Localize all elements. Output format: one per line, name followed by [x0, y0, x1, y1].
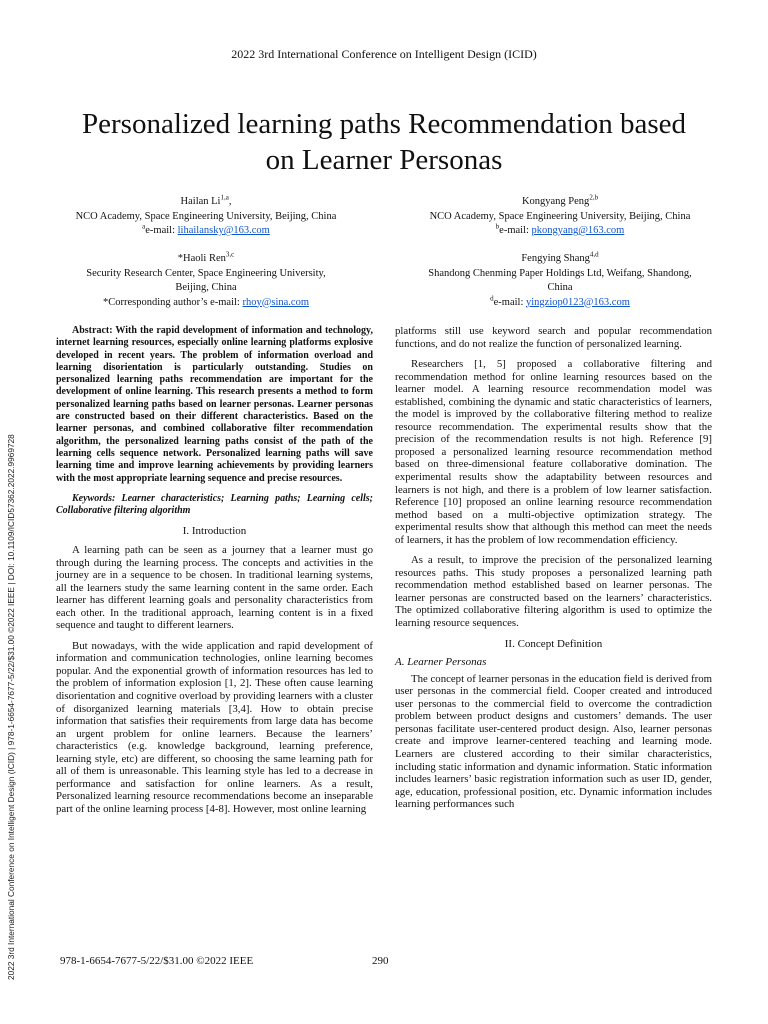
- email-link[interactable]: rhoy@sina.com: [242, 296, 310, 308]
- author-name-suffix: ,: [228, 196, 232, 207]
- email-link[interactable]: lihailansky@163.com: [177, 225, 270, 236]
- author-sup: 1,a: [220, 193, 229, 202]
- side-doi-text: 2022 3rd International Conference on Intelligent Design (ICID) | 978-1-6654-7677-5/22/$31.00 ©2022 IEEE | DOI: 10.1109/ICID57362.2022.9969728: [6, 434, 16, 980]
- author-affiliation: China: [547, 282, 573, 293]
- email-label: e-mail:: [499, 225, 532, 236]
- author-block-1: [50, 195, 362, 239]
- author-sup: 2,b: [589, 193, 599, 202]
- title-line-1: Personalized learning paths Recommendation based: [82, 108, 686, 140]
- author-affiliation: NCO Academy, Space Engineering University, Beijing, China: [429, 210, 691, 222]
- email-sup: a: [142, 222, 146, 231]
- right-column: [395, 325, 712, 819]
- footer-isbn: 978-1-6654-7677-5/22/$31.00 ©2022 IEEE: [60, 955, 254, 967]
- author-block-2: [405, 195, 715, 239]
- keywords: Keywords: Learner characteristics; Learning paths; Learning cells; Collaborative filtering algorithm: [56, 492, 373, 517]
- paragraph: A learning path can be seen as a journey that a learner must go through during the learning process. The concepts and activities in the journey are in a sequence to be chosen. In traditional learning systems, all the learners study the same learning content in the same order. Each learner has different learning goals and personality characteristics from each other. In the traditional approach, learning content is in a fixed sequence and taught to different learners.: [56, 544, 373, 632]
- section-heading-introduction: I. Introduction: [182, 525, 247, 538]
- paragraph: The concept of learner personas in the education field is derived from user personas in the commercial field. Cooper created and introduced user personas to the commercial field to overcome the contradiction problem between product designs and customers’ demands. The user personas facilitate user-centered product design. Also, learner personas create and improve learner-centered teaching and learning mode. Learners are clustered according to their similar characteristics, including static information and dynamic information. Static information includes learners’ basic registration information such as user ID, gender, age, education, professional position, etc. Dynamic information includes learning performances such: [395, 672, 712, 811]
- email-link[interactable]: yingziop0123@163.com: [526, 296, 630, 308]
- email-sup: d: [490, 294, 494, 302]
- page-number: 290: [372, 955, 389, 967]
- author-affiliation: Security Research Center, Space Engineering University,: [86, 267, 326, 279]
- subsection-heading-learner-personas: A. Learner Personas: [395, 656, 487, 669]
- author-affiliation: Shandong Chenming Paper Holdings Ltd, Weifang, Shandong,: [428, 267, 692, 279]
- email-label: e-mail:: [493, 296, 526, 308]
- left-column: [56, 325, 373, 823]
- email-sup: b: [495, 222, 500, 231]
- author-name: *Haoli Ren: [177, 253, 226, 264]
- email-label: e-mail:: [145, 225, 178, 236]
- author-block-3: [50, 252, 362, 310]
- email-label: *Corresponding author’s e-mail:: [102, 296, 243, 308]
- author-sup: 4,d: [589, 250, 599, 259]
- paragraph: platforms still use keyword search and popular recommendation functions, and do not realize the function of personalized learning.: [395, 325, 712, 350]
- author-affiliation: NCO Academy, Space Engineering University, Beijing, China: [75, 210, 337, 222]
- conference-header: 2022 3rd International Conference on Intelligent Design (ICID): [231, 47, 537, 61]
- author-affiliation: Beijing, China: [175, 282, 237, 293]
- paper-title: [40, 106, 728, 178]
- author-sup: 3,c: [225, 250, 235, 259]
- title-line-2: on Learner Personas: [265, 144, 503, 176]
- paragraph: Researchers [1, 5] proposed a collaborative filtering and recommendation method for online learning resources based on the learner model. A learning resource recommendation model was established, combining the dynamic and static characteristics of learners, the model is improved by the collaborative filtering method to realize resource recommendation. The experimental results show that the precision of the recommendation results is not high. Reference [9] proposed a personalized learning resource recommendation method based on three-dimensional feature collaborative domination. The experimental results show the adaptability between resources and learners is not high, and there is a problem of low learner satisfaction. Reference [10] proposed an online learning resource recommendation method based on a multi-objective optimization strategy. The experimental results show that although this method can meet the needs of learners, it has the problem of low recommendation efficiency.: [395, 358, 712, 546]
- section-heading-concept-definition: II. Concept Definition: [504, 637, 603, 650]
- author-name: Fengying Shang: [521, 253, 590, 264]
- author-name: Kongyang Peng: [521, 196, 590, 207]
- author-block-4: [405, 252, 715, 310]
- email-link[interactable]: pkongyang@163.com: [531, 225, 625, 236]
- paragraph: But nowadays, with the wide application and rapid development of information and communication technologies, online learning becomes popular. And the exponential growth of information resources has led to the problem of information explosion [1, 2]. These often cause learning disorientation and cognitive overload by providing learners with a cluster of disorganized learning materials [3,4]. How to obtain precise information that satisfies their requirements from large data has become an urgent problem for online learners. Because the learners’ characteristics (e.g. knowledge background, learning preference, learning style, etc) are different, so choosing the same learning path for all of them is unreasonable. This learning style has led to a decrease in performance and satisfaction for online learners. As a result, Personalized learning resource recommendations become an inseparable part of the online learning process [4-8]. However, most online learning: [56, 639, 373, 815]
- abstract: Abstract: With the rapid development of information and technology, internet learning resources, especially online learning platforms explosive developed in recent years. The problem of information overload and learning disorientation is particularly outstanding. Studies on personalized learning paths recommendation are important for the development of online learning. This research presents a method to form personalized learning paths based on learner personas. Learner personas are constructed based on their different characteristics. Based on the learner personas, and combined collaborative filter recommendation algorithm, the personalized learning paths consist of the path of the learning cells sequence network. Personalized learning paths will save learning time and improve learning achievements by providing learners with the most appropriate learning sequence and precise resources.: [56, 325, 373, 484]
- paragraph: As a result, to improve the precision of the personalized learning resources paths. This study proposes a personalized learning path recommendation method established based on learner personas. The learner personas are constructed based on the learners’ characteristics. The optimized collaborative filtering algorithm is used to optimize the learning resource sequences.: [395, 554, 712, 630]
- author-name: Hailan Li: [180, 196, 221, 207]
